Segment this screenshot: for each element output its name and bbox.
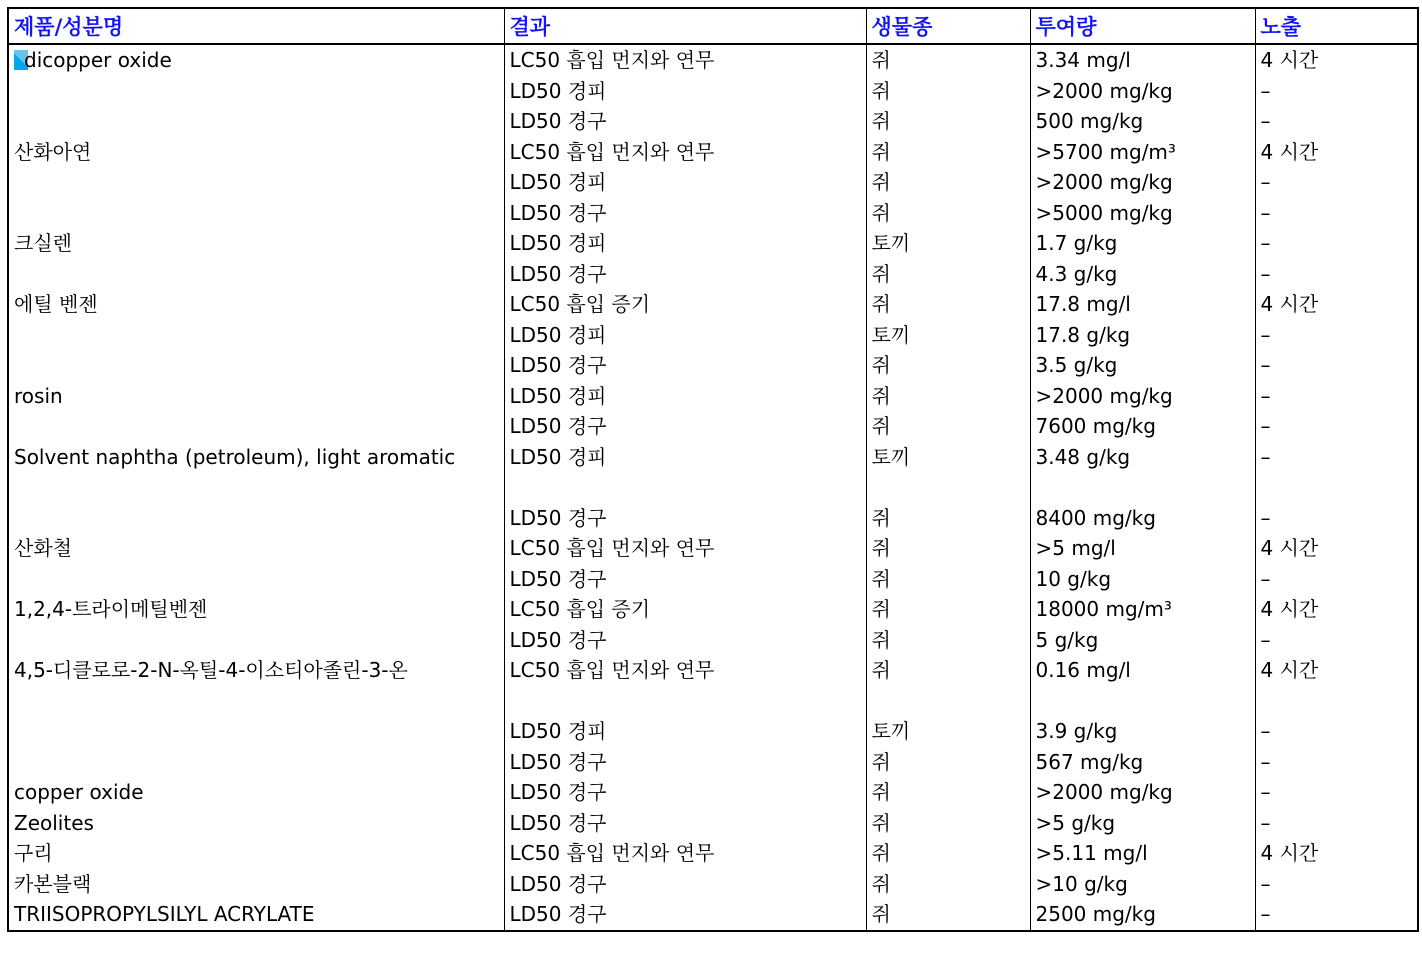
- cell-exposure: [1255, 503, 1418, 534]
- table-row: [8, 198, 1418, 229]
- cell-species: [866, 198, 1030, 229]
- cell-species: [866, 228, 1030, 259]
- cell-exposure: [1255, 198, 1418, 229]
- table-row: [8, 137, 1418, 168]
- cell-text: 500 mg/kg: [1035, 109, 1144, 133]
- cell-text: LD50 경구: [509, 566, 607, 591]
- cell-text: LC50 흡입 먼지와 연무: [509, 841, 715, 865]
- cell-exposure: [1255, 594, 1418, 625]
- cell-text: –: [1260, 505, 1271, 530]
- cell-text: –: [1260, 78, 1271, 103]
- table-row: [8, 655, 1418, 716]
- cell-result: [504, 808, 866, 839]
- table-row: [8, 442, 1418, 503]
- cell-dose: [1030, 777, 1255, 808]
- cell-species: [866, 381, 1030, 412]
- cell-text: LD50 경피: [509, 322, 607, 347]
- cell-exposure: [1255, 564, 1418, 595]
- cell-dose: [1030, 716, 1255, 747]
- cell-species: [866, 503, 1030, 534]
- cell-text: 3.48 g/kg: [1035, 444, 1131, 469]
- cell-text: 쥐: [871, 383, 891, 408]
- cell-name: [8, 350, 504, 381]
- cell-text: 4 시간: [1260, 841, 1319, 865]
- cell-text: LD50 경구: [509, 871, 607, 896]
- cell-text: TRIISOPROPYLSILYL ACRYLATE: [14, 902, 315, 926]
- cell-dose: [1030, 259, 1255, 290]
- cell-result: [504, 838, 866, 869]
- cell-result: [504, 350, 866, 381]
- header-row: [8, 8, 1418, 44]
- table-row: [8, 716, 1418, 747]
- cell-species: [866, 320, 1030, 351]
- cell-exposure: [1255, 228, 1418, 259]
- cell-text: LD50 경구: [509, 627, 607, 652]
- table-row: [8, 838, 1418, 869]
- cell-text: –: [1260, 719, 1271, 743]
- cell-exposure: [1255, 350, 1418, 381]
- toxicity-table: [7, 7, 1419, 932]
- cell-text: –: [1260, 871, 1271, 896]
- cell-text: LC50 흡입 먼지와 연무: [509, 139, 715, 164]
- cell-species: [866, 716, 1030, 747]
- cell-text: 쥐: [871, 902, 891, 926]
- cell-text: 쥐: [871, 627, 891, 652]
- cell-text: LD50 경피: [509, 383, 607, 408]
- cell-dose: [1030, 106, 1255, 137]
- cell-text: –: [1260, 231, 1271, 255]
- cell-species: [866, 289, 1030, 320]
- table-row: [8, 44, 1418, 76]
- cell-text: 0.16 mg/l: [1035, 658, 1131, 682]
- cell-text: >5.11 mg/l: [1035, 841, 1148, 865]
- cell-text: LC50 흡입 먼지와 연무: [509, 48, 715, 72]
- cell-species: [866, 533, 1030, 564]
- cell-text: >5700 mg/m³: [1035, 139, 1176, 164]
- cell-text: >2000 mg/kg: [1035, 383, 1173, 408]
- cell-exposure: [1255, 137, 1418, 168]
- cell-result: [504, 869, 866, 900]
- cell-text: 4.3 g/kg: [1035, 261, 1118, 286]
- cell-exposure: [1255, 167, 1418, 198]
- cell-exposure: [1255, 838, 1418, 869]
- cell-text: >2000 mg/kg: [1035, 170, 1173, 194]
- cell-result: [504, 716, 866, 747]
- cell-text: 에틸 벤젠: [14, 292, 98, 316]
- cell-name: [8, 564, 504, 595]
- cell-text: 쥐: [871, 292, 891, 316]
- cell-text: 4 시간: [1260, 597, 1319, 621]
- cell-text: 쥐: [871, 505, 891, 530]
- cell-text: 2500 mg/kg: [1035, 902, 1156, 926]
- cell-text: –: [1260, 810, 1271, 835]
- cell-text: >10 g/kg: [1035, 871, 1128, 896]
- cell-name: [8, 289, 504, 320]
- cell-text: –: [1260, 414, 1271, 438]
- cell-text: –: [1260, 322, 1271, 347]
- table-row: [8, 76, 1418, 107]
- cell-exposure: [1255, 320, 1418, 351]
- cell-text: LD50 경피: [509, 231, 607, 255]
- cell-text: –: [1260, 353, 1271, 377]
- cell-name: [8, 655, 504, 716]
- cell-text: 5 g/kg: [1035, 627, 1099, 652]
- cell-result: [504, 198, 866, 229]
- cell-dose: [1030, 503, 1255, 534]
- cell-dose: [1030, 198, 1255, 229]
- cell-text: 구리: [14, 841, 53, 865]
- cell-dose: [1030, 411, 1255, 442]
- cell-exposure: [1255, 44, 1418, 76]
- cell-result: [504, 747, 866, 778]
- cell-text: –: [1260, 627, 1271, 652]
- cell-exposure: [1255, 259, 1418, 290]
- cell-text: LD50 경피: [509, 444, 607, 469]
- table-row: [8, 533, 1418, 564]
- cell-text: LC50 흡입 먼지와 연무: [509, 658, 715, 682]
- cell-name: [8, 594, 504, 625]
- header-result: 결과: [504, 8, 866, 44]
- cell-dose: [1030, 808, 1255, 839]
- cell-result: [504, 594, 866, 625]
- table-row: [8, 350, 1418, 381]
- cell-text: 4 시간: [1260, 658, 1319, 682]
- cell-species: [866, 869, 1030, 900]
- cell-text: rosin: [14, 383, 63, 408]
- table-row: [8, 259, 1418, 290]
- cell-text: >5 g/kg: [1035, 810, 1116, 835]
- cell-name: [8, 320, 504, 351]
- table-row: [8, 777, 1418, 808]
- cell-name: [8, 716, 504, 747]
- cell-exposure: [1255, 716, 1418, 747]
- cell-dose: [1030, 350, 1255, 381]
- table-row: [8, 228, 1418, 259]
- cell-dose: [1030, 76, 1255, 107]
- cell-exposure: [1255, 289, 1418, 320]
- cell-text: 쥐: [871, 658, 891, 682]
- table-row: [8, 167, 1418, 198]
- cell-species: [866, 137, 1030, 168]
- header-exposure: 노출: [1255, 8, 1418, 44]
- cell-text: LD50 경피: [509, 170, 607, 194]
- cell-text: 567 mg/kg: [1035, 749, 1144, 774]
- cell-result: [504, 899, 866, 931]
- cell-text: dicopper oxide: [24, 48, 172, 72]
- cell-text: 쥐: [871, 170, 891, 194]
- table-row: [8, 381, 1418, 412]
- cell-species: [866, 594, 1030, 625]
- cell-text: LD50 경구: [509, 505, 607, 530]
- cell-species: [866, 442, 1030, 503]
- cell-result: [504, 777, 866, 808]
- cell-species: [866, 167, 1030, 198]
- cell-text: 18000 mg/m³: [1035, 597, 1172, 621]
- cell-text: –: [1260, 566, 1271, 591]
- cell-name: [8, 198, 504, 229]
- cell-species: [866, 350, 1030, 381]
- cell-result: [504, 289, 866, 320]
- cell-name: [8, 838, 504, 869]
- cell-text: 쥐: [871, 841, 891, 865]
- cell-text: 3.34 mg/l: [1035, 48, 1131, 72]
- cell-dose: [1030, 289, 1255, 320]
- cell-species: [866, 899, 1030, 931]
- cell-text: 8400 mg/kg: [1035, 505, 1156, 530]
- cell-text: 카본블랙: [14, 871, 92, 896]
- cell-result: [504, 564, 866, 595]
- cell-species: [866, 76, 1030, 107]
- cell-name: [8, 899, 504, 931]
- cell-dose: [1030, 625, 1255, 656]
- cell-text: 7600 mg/kg: [1035, 414, 1156, 438]
- cell-dose: [1030, 228, 1255, 259]
- cell-text: 3.9 g/kg: [1035, 719, 1118, 743]
- cell-text: LC50 흡입 증기: [509, 292, 651, 316]
- cell-text: LD50 경구: [509, 200, 607, 225]
- table-row: [8, 411, 1418, 442]
- cell-name: [8, 777, 504, 808]
- table-row: [8, 869, 1418, 900]
- table-row: [8, 564, 1418, 595]
- cell-text: –: [1260, 780, 1271, 804]
- table-row: [8, 899, 1418, 931]
- cell-text: LD50 경구: [509, 261, 607, 286]
- cell-text: –: [1260, 261, 1271, 286]
- cell-species: [866, 808, 1030, 839]
- table-row: [8, 808, 1418, 839]
- cell-dose: [1030, 381, 1255, 412]
- table-header: [8, 8, 1418, 44]
- cell-text: LD50 경구: [509, 109, 607, 133]
- header-dose: 투여량: [1030, 8, 1255, 44]
- cell-result: [504, 137, 866, 168]
- table-body: [8, 44, 1418, 931]
- cell-text: Solvent naphtha (petroleum), light aromatic: [14, 444, 456, 469]
- cell-result: [504, 442, 866, 503]
- cell-text: LC50 흡입 먼지와 연무: [509, 536, 715, 560]
- cell-text: 토끼: [871, 322, 911, 347]
- cell-result: [504, 76, 866, 107]
- cell-name: [8, 76, 504, 107]
- table-row: [8, 625, 1418, 656]
- cell-dose: [1030, 747, 1255, 778]
- cell-dose: [1030, 838, 1255, 869]
- cell-text: 쥐: [871, 414, 891, 438]
- table-row: [8, 320, 1418, 351]
- cell-text: LD50 경구: [509, 902, 607, 926]
- cell-text: LD50 경피: [509, 719, 607, 743]
- cell-text: 4 시간: [1260, 536, 1319, 560]
- cell-exposure: [1255, 869, 1418, 900]
- cell-dose: [1030, 44, 1255, 76]
- cell-species: [866, 411, 1030, 442]
- cell-exposure: [1255, 899, 1418, 931]
- cell-text: –: [1260, 170, 1271, 194]
- cell-exposure: [1255, 808, 1418, 839]
- cell-result: [504, 259, 866, 290]
- cell-text: 1,2,4-트라이메틸벤젠: [14, 597, 208, 621]
- cell-name: [8, 411, 504, 442]
- cell-text: LD50 경피: [509, 78, 607, 103]
- cell-text: copper oxide: [14, 780, 144, 804]
- cell-result: [504, 381, 866, 412]
- cell-result: [504, 411, 866, 442]
- cell-text: 쥐: [871, 536, 891, 560]
- cell-species: [866, 747, 1030, 778]
- cell-name: [8, 106, 504, 137]
- cell-text: 4 시간: [1260, 48, 1319, 72]
- cell-exposure: [1255, 442, 1418, 503]
- cell-result: [504, 228, 866, 259]
- cell-text: 토끼: [871, 719, 911, 743]
- cell-text: LD50 경구: [509, 810, 607, 835]
- cell-result: [504, 320, 866, 351]
- cell-exposure: [1255, 625, 1418, 656]
- cell-text: –: [1260, 200, 1271, 225]
- cell-dose: [1030, 320, 1255, 351]
- cell-text: 4 시간: [1260, 292, 1319, 316]
- cell-exposure: [1255, 106, 1418, 137]
- cell-text: 산화철: [14, 536, 72, 560]
- cell-text: 쥐: [871, 871, 891, 896]
- cell-text: Zeolites: [14, 810, 94, 835]
- cell-text: 10 g/kg: [1035, 566, 1112, 591]
- cell-name: [8, 137, 504, 168]
- header-species: 생물종: [866, 8, 1030, 44]
- cell-text: 17.8 mg/l: [1035, 292, 1131, 316]
- cell-result: [504, 106, 866, 137]
- cell-dose: [1030, 655, 1255, 716]
- cell-text: 쥐: [871, 109, 891, 133]
- cell-text: 쥐: [871, 780, 891, 804]
- cell-name: [8, 747, 504, 778]
- cell-dose: [1030, 899, 1255, 931]
- cell-species: [866, 259, 1030, 290]
- cell-exposure: [1255, 777, 1418, 808]
- cell-exposure: [1255, 76, 1418, 107]
- header-product: 제품/성분명: [8, 8, 504, 44]
- cell-result: [504, 167, 866, 198]
- cell-text: 쥐: [871, 749, 891, 774]
- cell-text: –: [1260, 383, 1271, 408]
- cell-result: [504, 44, 866, 76]
- cell-text: 쥐: [871, 810, 891, 835]
- cell-text: >2000 mg/kg: [1035, 78, 1173, 103]
- cell-species: [866, 777, 1030, 808]
- cell-name: [8, 869, 504, 900]
- cell-text: 쥐: [871, 139, 891, 164]
- cell-dose: [1030, 137, 1255, 168]
- cell-exposure: [1255, 411, 1418, 442]
- cell-text: LD50 경구: [509, 414, 607, 438]
- cell-text: –: [1260, 109, 1271, 133]
- cell-dose: [1030, 594, 1255, 625]
- table-row: [8, 289, 1418, 320]
- cell-text: LC50 흡입 증기: [509, 597, 651, 621]
- cell-text: 쥐: [871, 48, 891, 72]
- cell-text: >5 mg/l: [1035, 536, 1116, 560]
- cell-name: [8, 533, 504, 564]
- cell-exposure: [1255, 381, 1418, 412]
- cell-text: 산화아연: [14, 139, 92, 164]
- cell-dose: [1030, 442, 1255, 503]
- cell-name: [8, 808, 504, 839]
- cell-name: [8, 625, 504, 656]
- cell-species: [866, 44, 1030, 76]
- cell-dose: [1030, 564, 1255, 595]
- cell-result: [504, 625, 866, 656]
- cell-text: 쥐: [871, 261, 891, 286]
- cell-text: 쥐: [871, 597, 891, 621]
- cell-text: –: [1260, 749, 1271, 774]
- cell-species: [866, 564, 1030, 595]
- cell-species: [866, 106, 1030, 137]
- table-row: [8, 594, 1418, 625]
- cell-text: 4 시간: [1260, 139, 1319, 164]
- table-row: [8, 106, 1418, 137]
- cell-text: 토끼: [871, 231, 911, 255]
- cell-name: [8, 503, 504, 534]
- cell-name: [8, 44, 504, 76]
- cell-text: 17.8 g/kg: [1035, 322, 1131, 347]
- cell-exposure: [1255, 533, 1418, 564]
- cell-text: 토끼: [871, 444, 911, 469]
- cell-dose: [1030, 533, 1255, 564]
- cell-text: >2000 mg/kg: [1035, 780, 1173, 804]
- cell-text: 크실렌: [14, 231, 72, 255]
- cell-species: [866, 838, 1030, 869]
- cell-text: 4,5-디클로로-2-N-옥틸-4-이소티아졸린-3-온: [14, 658, 408, 682]
- table-row: [8, 503, 1418, 534]
- cell-result: [504, 533, 866, 564]
- cell-text: 쥐: [871, 78, 891, 103]
- cell-name: [8, 259, 504, 290]
- cell-exposure: [1255, 747, 1418, 778]
- table-row: [8, 747, 1418, 778]
- cell-result: [504, 503, 866, 534]
- cell-text: LD50 경구: [509, 780, 607, 804]
- cell-exposure: [1255, 655, 1418, 716]
- cell-species: [866, 625, 1030, 656]
- cell-text: >5000 mg/kg: [1035, 200, 1173, 225]
- cell-result: [504, 655, 866, 716]
- cell-name: [8, 228, 504, 259]
- cell-text: 쥐: [871, 200, 891, 225]
- cell-text: –: [1260, 902, 1271, 926]
- cell-text: 3.5 g/kg: [1035, 353, 1118, 377]
- cell-name: [8, 167, 504, 198]
- cell-text: 1.7 g/kg: [1035, 231, 1118, 255]
- cell-text: –: [1260, 444, 1271, 469]
- cell-text: LD50 경구: [509, 749, 607, 774]
- cell-dose: [1030, 167, 1255, 198]
- cell-text: LD50 경구: [509, 353, 607, 377]
- cell-dose: [1030, 869, 1255, 900]
- cell-text: 쥐: [871, 566, 891, 591]
- cell-name: [8, 442, 504, 503]
- cell-species: [866, 655, 1030, 716]
- cell-text: 쥐: [871, 353, 891, 377]
- cell-name: [8, 381, 504, 412]
